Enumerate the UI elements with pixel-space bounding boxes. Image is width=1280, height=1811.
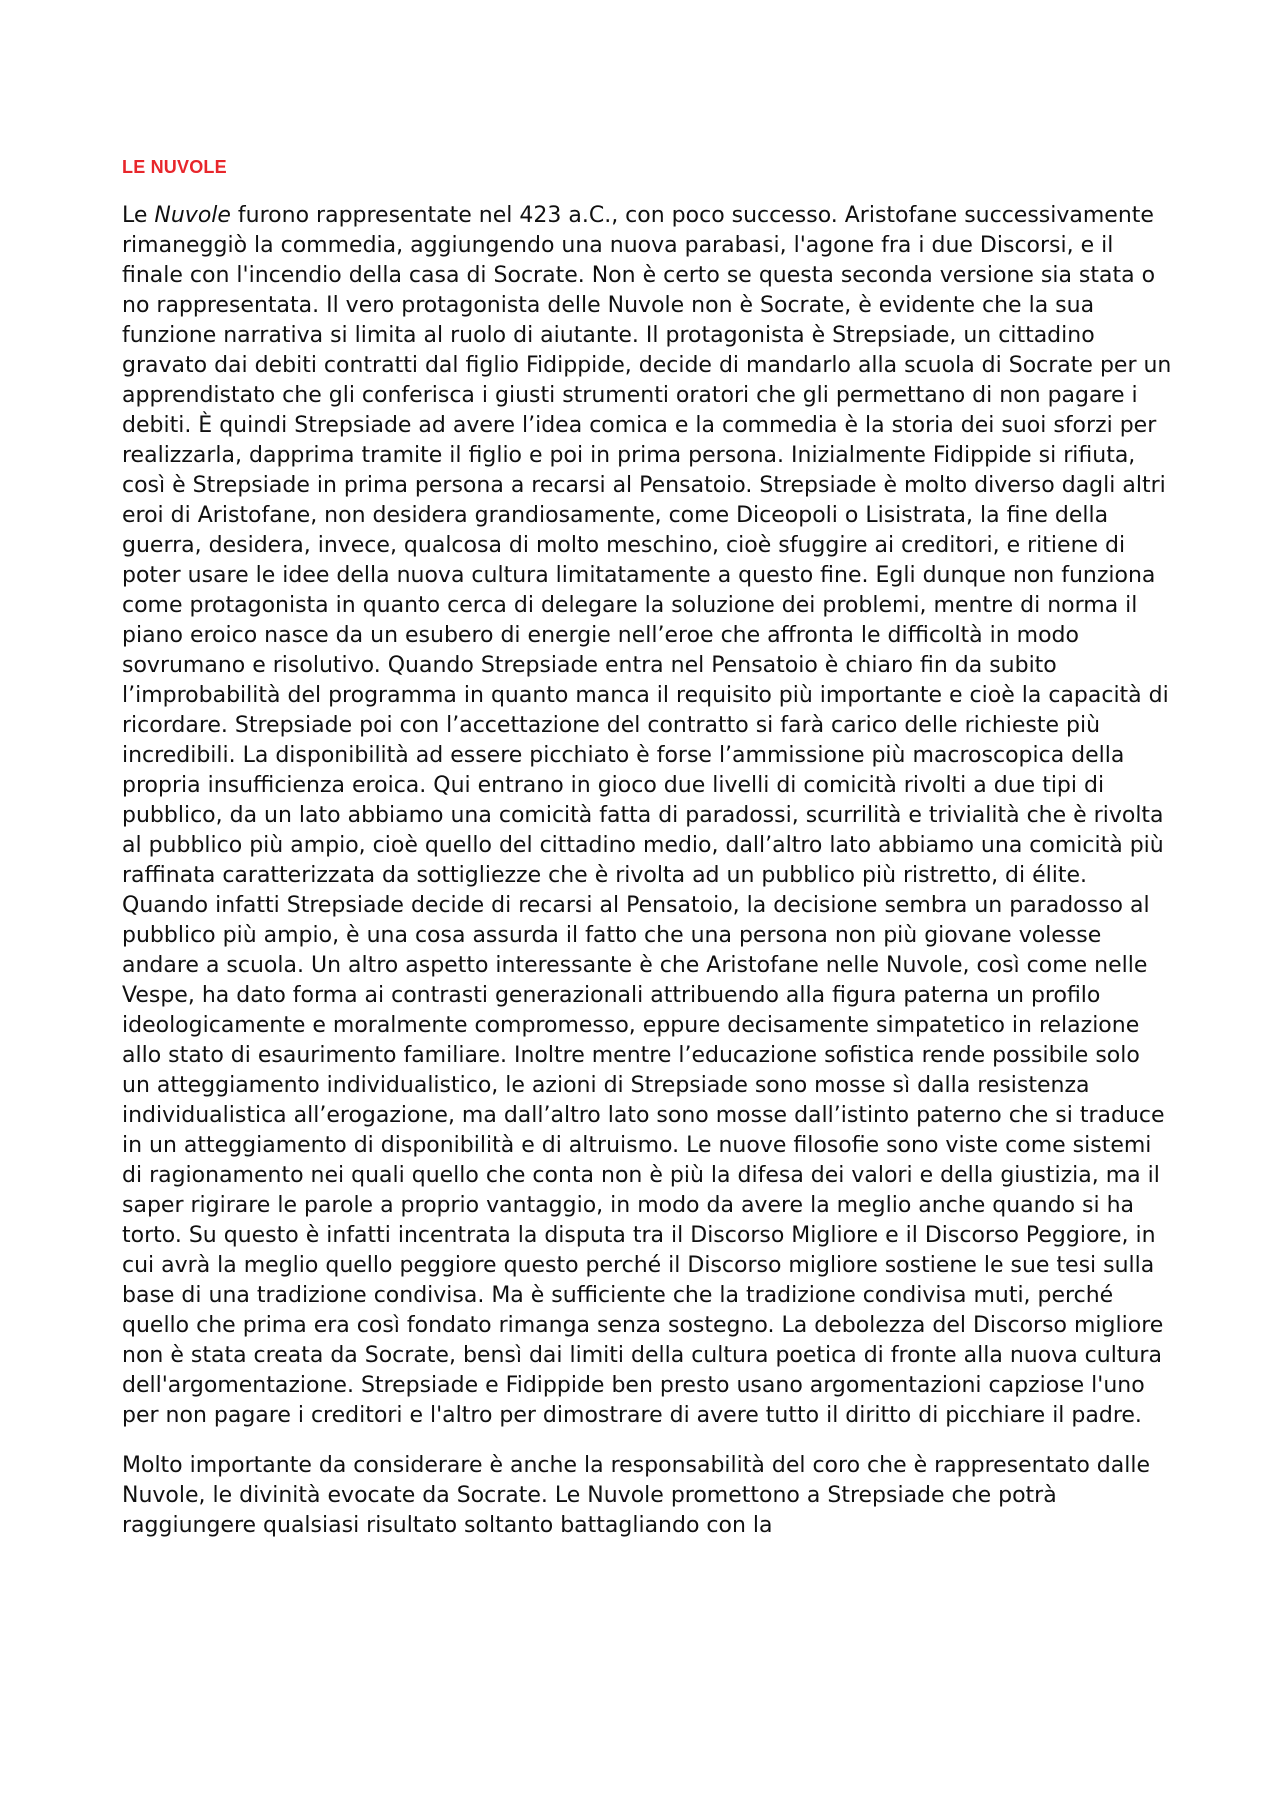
document-title: LE NUVOLE — [122, 157, 227, 177]
paragraph-1 — [122, 201, 1172, 1431]
title-italic: Nuvole — [154, 203, 231, 228]
paragraph-2: Molto importante da considerare è anche la responsabilità del coro che è rappresentato dalle Nuvole, le divinità evocate da Socrate. Le Nuvole promettono a Strepsiade che potrà raggiungere qualsiasi risultato soltanto battagliando con la — [122, 1453, 1151, 1538]
paragraph-1-text: furono rappresentate nel 423 a.C., con poco successo. Aristofane successivamente rimaneggiò la commedia, aggiungendo una nuova parabasi, l'agone fra i due Discorsi, e il finale con l'incendio della casa di Socrate. Non è certo se questa seconda versione sia stata o no rappresentata. Il vero protagonista delle Nuvole non è Socrate, è evidente che la sua funzione narrativa si limita al ruolo di aiutante. Il protagonista è Strepsiade, un cittadino gravato dai debiti contratti dal figlio Fidippide, decide di mandarlo alla scuola di Socrate per un apprendistato che gli conferisca i giusti strumenti oratori che gli permettano di non pagare i debiti. È quindi Strepsiade ad avere l’idea comica e la commedia è la storia dei suoi sforzi per realizzarla, dapprima tramite il figlio e poi in prima persona. Inizialmente Fidippide si rifiuta, così è Strepsiade in prima persona a recarsi al Pensatoio. Strepsiade è molto diverso dagli altri eroi di Aristofane, non desidera grandiosamente, come Diceopoli o Lisistrata, la fine della guerra, desidera, invece, qualcosa di molto meschino, cioè sfuggire ai creditori, e ritiene di poter usare le idee della nuova cultura limitatamente a questo fine. Egli dunque non funziona come protagonista in quanto cerca di delegare la soluzione dei problemi, mentre di norma il piano eroico nasce da un esubero di energie nell’eroe che affronta le difficoltà in modo sovrumano e risolutivo. Quando Strepsiade entra nel Pensatoio è chiaro fin da subito l’improbabilità del programma in quanto manca il requisito più importante e cioè la capacità di ricordare. Strepsiade poi con l’accettazione del contratto si farà carico delle richieste più incredibili. La disponibilità ad essere picchiato è forse l’ammissione più macroscopica della propria insufficienza eroica. Qui entrano in gioco due livelli di comicità rivolti a due tipi di pubblico, da un lato abbiamo una comicità fatta di paradossi, scurrilità e trivialità che è rivolta al pubblico più ampio, cioè quello del cittadino medio, dall’altro lato abbiamo una comicità più raffinata caratterizzata da sottigliezze che è rivolta ad un pubblico più ristretto, di élite. Quando infatti Strepsiade decide di recarsi al Pensatoio, la decisione sembra un paradosso al pubblico più ampio, è una cosa assurda il fatto che una persona non più giovane volesse andare a scuola. Un altro aspetto interessante è che Aristofane nelle Nuvole, così come nelle Vespe, ha dato forma ai contrasti generazionali attribuendo alla figura paterna un profilo ideologicamente e moralmente compromesso, eppure decisamente simpatetico in relazione allo stato di esaurimento familiare. Inoltre mentre l’educazione sofistica rende possibile solo un atteggiamento individualistico, le azioni di Strepsiade sono mosse sì dalla resistenza individualistica all’erogazione, ma dall’altro lato sono mosse dall’istinto paterno che si traduce in un atteggiamento di disponibilità e di altruismo. Le nuove filosofie sono viste come sistemi di ragionamento nei quali quello che conta non è più la difesa dei valori e della giustizia, ma il saper rigirare le parole a proprio vantaggio, in modo da avere la meglio anche quando si ha torto. Su questo è infatti incentrata la disputa tra il Discorso Migliore e il Discorso Peggiore, in cui avrà la meglio quello peggiore questo perché il Discorso migliore sostiene le sue tesi sulla base di una tradizione condivisa. Ma è sufficiente che la tradizione condivisa muti, perché quello che prima era così fondato rimanga senza sostegno. La debolezza del Discorso migliore non è stata creata da Socrate, bensì dai limiti della cultura poetica di fronte alla nuova cultura dell'argomentazione. Strepsiade e Fidippide ben presto usano argomentazioni capziose l'uno per non pagare i creditori e l'altro per dimostrare di avere tutto il diritto di picchiare il padre. — [122, 203, 1172, 1428]
paragraph-1-intro: Le — [122, 203, 155, 228]
document-body — [122, 155, 1172, 1561]
